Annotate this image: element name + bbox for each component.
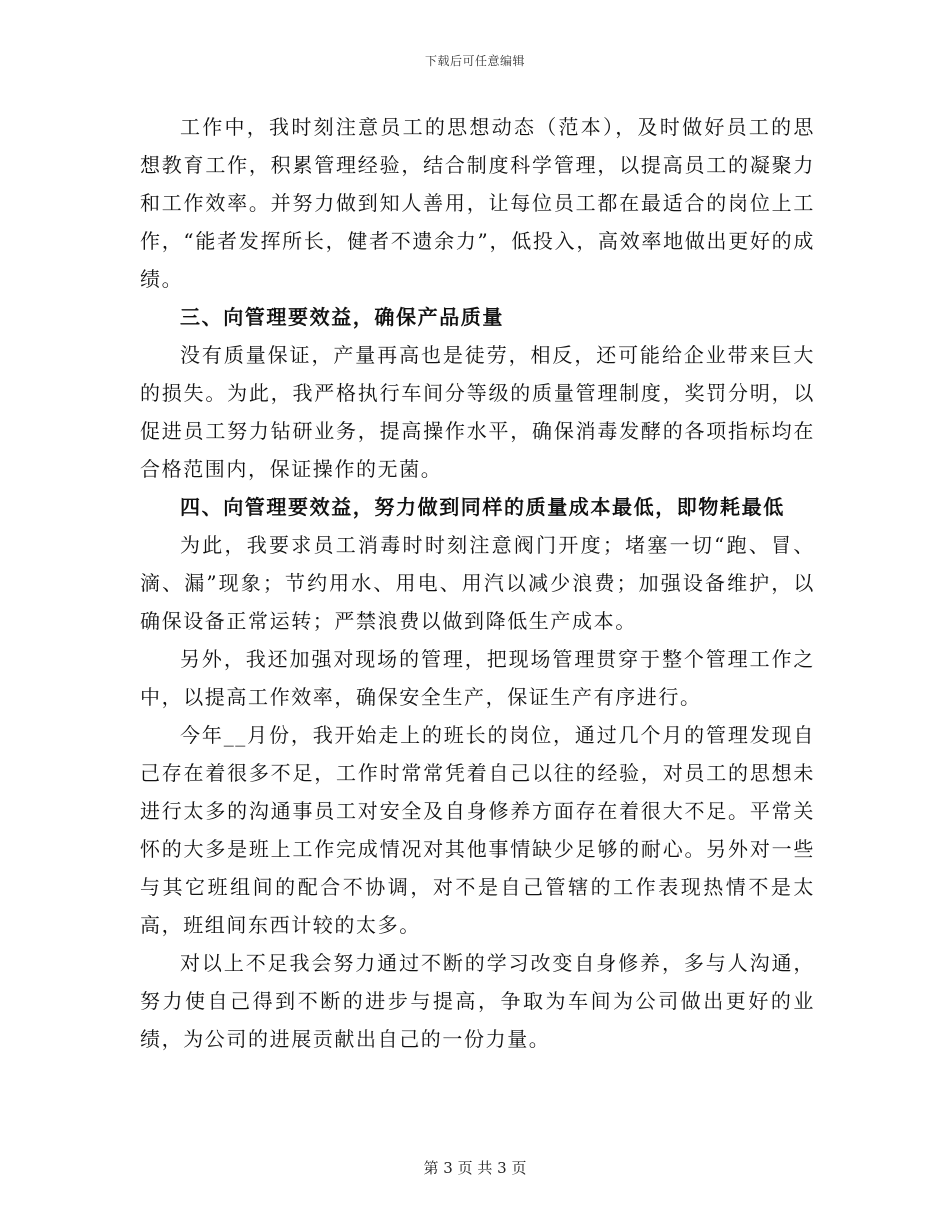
- paragraph-improvement-plan: 对以上不足我会努力通过不断的学习改变自身修养，多与人沟通，努力使自己得到不断的进步与提高，争取为车间为公司做出更好的业绩，为公司的进展贡献出自己的一份力量。: [140, 951, 815, 1051]
- section-heading-quality: 三、向管理要效益，确保产品质量: [180, 305, 504, 329]
- paragraph-cost-reduction: 为此，我要求员工消毒时时刻注意阀门开度；堵塞一切“跑、冒、滴、漏”现象；节约用水、用电、用汽以减少浪费；加强设备维护，以确保设备正常运转；严禁浪费以做到降低生产成本。: [140, 533, 815, 633]
- page-number-footer: 第 3 页 共 3 页: [423, 1159, 527, 1177]
- document-body: [140, 108, 815, 1058]
- paragraph-shortcomings: 今年__月份，我开始走上的班长的岗位，通过几个月的管理发现自己存在着很多不足，工作时常常凭着自己以往的经验，对员工的思想未进行太多的沟通事员工对安全及自身修养方面存在着很大不足。平常关怀的大多是班上工作完成情况对其他事情缺少足够的耐心。另外对一些与其它班组间的配合不协调，对不是自己管辖的工作表现热情不是太高，班组间东西计较的太多。: [140, 723, 815, 937]
- paragraph-staff-management: 工作中，我时刻注意员工的思想动态（范本），及时做好员工的思想教育工作，积累管理经验，结合制度科学管理，以提高员工的凝聚力和工作效率。并努力做到知人善用，让每位员工都在最适合的岗位上工作，“能者发挥所长，健者不遗余力”，低投入，高效率地做出更好的成绩。: [140, 115, 815, 291]
- paragraph-site-management: 另外，我还加强对现场的管理，把现场管理贯穿于整个管理工作之中，以提高工作效率，确保安全生产，保证生产有序进行。: [140, 647, 815, 709]
- page-header: 下载后可任意编辑: [424, 54, 525, 68]
- section-heading-cost: 四、向管理要效益，努力做到同样的质量成本最低，即物耗最低: [180, 495, 785, 519]
- paragraph-quality-assurance: 没有质量保证，产量再高也是徒劳，相反，还可能给企业带来巨大的损失。为此，我严格执行车间分等级的质量管理制度，奖罚分明，以促进员工努力钻研业务，提高操作水平，确保消毒发酵的各项指标均在合格范围内，保证操作的无菌。: [140, 343, 815, 481]
